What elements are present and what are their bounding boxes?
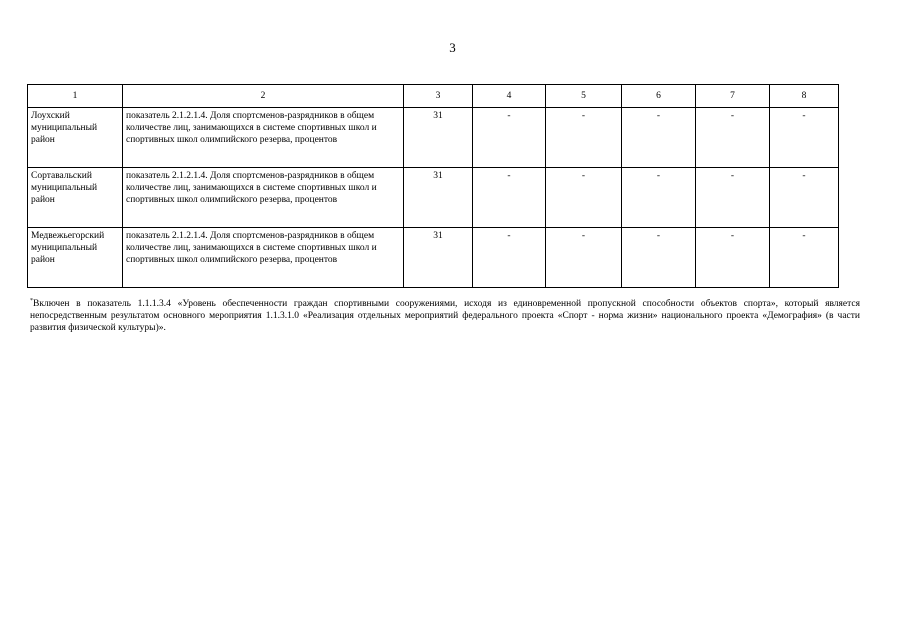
value-cell: - bbox=[696, 168, 770, 228]
column-header: 1 bbox=[28, 85, 123, 108]
value-cell: 31 bbox=[404, 108, 473, 168]
value-cell: - bbox=[622, 108, 696, 168]
column-header: 7 bbox=[696, 85, 770, 108]
district-cell: Сортавальский муниципальный район bbox=[28, 168, 123, 228]
column-header: 3 bbox=[404, 85, 473, 108]
column-header: 5 bbox=[546, 85, 622, 108]
district-cell: Лоухский муниципальный район bbox=[28, 108, 123, 168]
footnote-marker: * bbox=[30, 298, 33, 304]
value-cell: - bbox=[770, 228, 839, 288]
value-cell: - bbox=[473, 228, 546, 288]
value-cell: - bbox=[473, 108, 546, 168]
footnote bbox=[30, 298, 860, 334]
value-cell: - bbox=[770, 168, 839, 228]
indicator-cell: показатель 2.1.2.1.4. Доля спортсменов-разрядников в общем количестве лиц, занимающихся в системе спортивных школ и спортивных школ олимпийского резерва, процентов bbox=[123, 228, 404, 288]
value-cell: - bbox=[622, 168, 696, 228]
column-header: 2 bbox=[123, 85, 404, 108]
table-row bbox=[28, 108, 839, 168]
value-cell: - bbox=[770, 108, 839, 168]
column-header: 8 bbox=[770, 85, 839, 108]
indicator-cell: показатель 2.1.2.1.4. Доля спортсменов-разрядников в общем количестве лиц, занимающихся в системе спортивных школ и спортивных школ олимпийского резерва, процентов bbox=[123, 108, 404, 168]
district-cell: Медвежьегорский муниципальный район bbox=[28, 228, 123, 288]
column-header: 6 bbox=[622, 85, 696, 108]
value-cell: - bbox=[473, 168, 546, 228]
footnote-text: Включен в показатель 1.1.1.3.4 «Уровень обеспеченности граждан спортивными сооружениями, исходя из единовременной пропускной способности объектов спорта», который является непосредственным результатом основного мероприятия 1.1.3.1.0 «Реализация отдельных мероприятий федерального проекта «Спорт - норма жизни» национального проекта «Демография» (в части развития физической культуры)». bbox=[30, 299, 860, 333]
indicator-cell: показатель 2.1.2.1.4. Доля спортсменов-разрядников в общем количестве лиц, занимающихся в системе спортивных школ и спортивных школ олимпийского резерва, процентов bbox=[123, 168, 404, 228]
table-row bbox=[28, 228, 839, 288]
value-cell: - bbox=[546, 228, 622, 288]
table-row bbox=[28, 168, 839, 228]
page-number: 3 bbox=[449, 40, 456, 55]
value-cell: 31 bbox=[404, 168, 473, 228]
indicator-table bbox=[27, 84, 839, 288]
value-cell: - bbox=[622, 228, 696, 288]
value-cell: - bbox=[546, 108, 622, 168]
value-cell: - bbox=[696, 108, 770, 168]
value-cell: 31 bbox=[404, 228, 473, 288]
header-row bbox=[28, 85, 839, 108]
column-header: 4 bbox=[473, 85, 546, 108]
value-cell: - bbox=[546, 168, 622, 228]
value-cell: - bbox=[696, 228, 770, 288]
